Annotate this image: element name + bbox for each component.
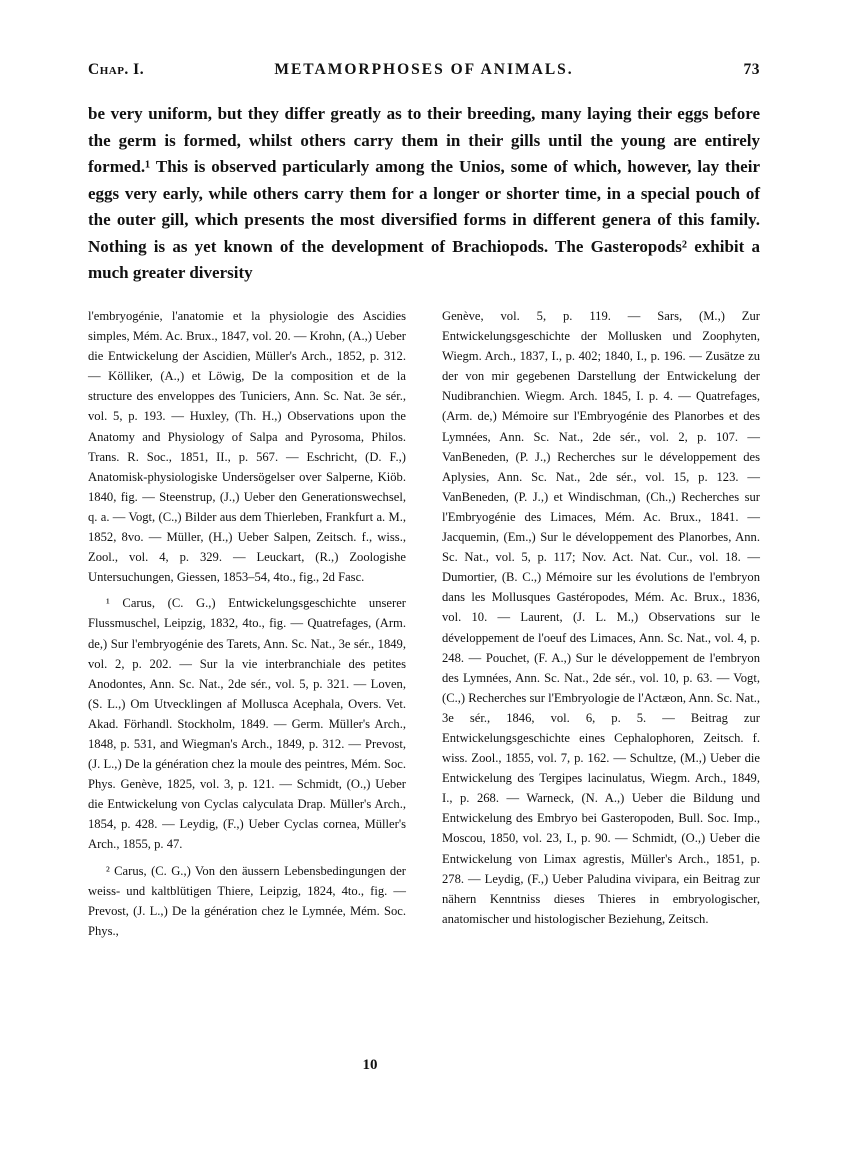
footnote-1: ¹ Carus, (C. G.,) Entwickelungsgeschichte unserer Flussmuschel, Leipzig, 1832, 4to., fig. — Quatrefages, (Arm. de,) Sur l'embryogénie des Tarets, Ann. Sc. Nat., 3e sér., 1849, vol. 2, p. 202. — Sur la vie interbranchiale des petites Anodontes, Ann. Sc. Nat., 2de sér., vol. 5, p. 321. — Loven, (S. L.,) Om Utvecklingen af Mollusca Acephala, Overs. Vet. Akad. Förhandl. Stockholm, 1849. — Germ. Müller's Arch., 1848, p. 531, and Wiegman's Arch., 1849, p. 312. — Prevost, (J. L.,) De la génération chez la moule des peintres, Mém. Soc. Phys. Genève, 1825, vol. 3, p. 121. — Schmidt, (O.,) Ueber die Entwickelung von Cyclas calyculata Drap. Müller's Arch., 1854, p. 428. — Leydig, (F.,) Ueber Cyclas cornea, Müller's Arch., 1855, p. 47. <box>88 596 406 852</box>
footnotes-left-column <box>88 306 406 941</box>
running-title: METAMORPHOSES OF ANIMALS. <box>274 61 574 78</box>
body-text <box>88 101 760 287</box>
signature-mark: 10 <box>362 1057 378 1073</box>
footnote-continuation: l'embryogénie, l'anatomie et la physiologie des Ascidies simples, Mém. Ac. Brux., 1847, vol. 20. — Krohn, (A.,) Ueber die Entwickelung der Ascidien, Müller's Arch., 1852, p. 312. — Kölliker, (A.,) et Löwig, De la composition et de la structure des enveloppes des Tuniciers, Ann. Sc. Nat. 3e sér., vol. 5, p. 193. — Huxley, (Th. H.,) Observations upon the Anatomy and Physiology of Salpa and Pyrosoma, Philos. Trans. R. Soc., 1851, II., p. 567. — Eschricht, (D. F.,) Anatomisk-physiologiske Undersögelser over Salperne, Kiöb. 1840, fig. — Steenstrup, (J.,) Ueber den Generationswechsel, q. a. — Vogt, (C.,) Bilder aus dem Thierleben, Frankfurt a. M., 1852, 8vo. — Müller, (H.,) Ueber Salpen, Zeitsch. f., wiss., Zool., vol. 4, p. 329. — Leuckart, (R.,) Zoologishe Untersuchungen, Giessen, 1853–54, 4to., fig., 2d Fasc. <box>88 309 406 585</box>
body-paragraph: be very uniform, but they differ greatly as to their breeding, many laying their eggs before the germ is formed, whilst others carry them in their gills until the young are entirely formed.¹ This is observed particularly among the Unios, some of which, however, lay their eggs very early, while others carry them for a longer or shorter time, in a special pouch of the outer gill, which presents the most diversified forms in different genera of this family. Nothing is as yet known of the development of Brachiopods. The Gasteropods² exhibit a much greater diversity <box>88 104 760 282</box>
chapter-label: Chap. I. <box>88 61 145 78</box>
running-header <box>88 61 760 83</box>
page-number: 73 <box>743 61 760 78</box>
footnote-2: ² Carus, (C. G.,) Von den äussern Lebensbedingungen der weiss- und kaltblütigen Thiere, Leipzig, 1824, 4to., fig. — Prevost, (J. L.,) De la génération chez le Lymnée, Mém. Soc. Phys., <box>88 863 406 938</box>
footnotes-right-column <box>442 306 760 929</box>
footnote-2-continuation: Genève, vol. 5, p. 119. — Sars, (M.,) Zur Entwickelungsgeschichte der Mollusken und Zoophyten, Wiegm. Arch., 1837, I., p. 402; 1840, I., p. 196. — Zusätze zu der von mir gegebenen Darstellung der Entwickelung der Nudibranchien. Wiegm. Arch. 1845, I. p. 4. — Quatrefages, (Arm. de,) Mémoire sur l'Embryogénie des Planorbes et des Lymnées, Ann. Sc. Nat., 2de sér., vol. 2, p. 107. — VanBeneden, (P. J.,) Recherches sur le développement des Aplysies, Ann. Sc. Nat., 2de sér., vol. 15, p. 123. — VanBeneden, (P. J.,) et Windischman, (Ch.,) Recherches sur l'Embryogénie des Limaces, Mém. Ac. Brux., 1841. — Jacquemin, (Em.,) Sur le développement des Planorbes, Ann. Sc. Nat., vol. 5, p. 117; Nov. Act. Nat. Cur., vol. 18. — Dumortier, (B. C.,) Mémoire sur les évolutions de l'embryon dans les Mollusques Gastéropodes, Mém. Ac. Brux., 1836, vol. 10. — Laurent, (J. L. M.,) Observations sur le développement de l'oeuf des Limaces, Ann. Sc. Nat., vol. 4, p. 248. — Pouchet, (F. A.,) Sur le développement de l'embryon des Lymnées, Ann. Sc. Nat., 2de sér., vol. 10, p. 63. — Vogt, (C.,) Recherches sur l'Embryologie de l'Actæon, Ann. Sc. Nat., 3e sér., 1846, vol. 6, p. 5. — Beitrag zur Entwickelungsgeschichte eines Cephalophoren, Zeitsch. f. wiss. Zool., 1855, vol. 7, p. 162. — Schultze, (M.,) Ueber die Entwickelung des Tergipes lacinulatus, Wiegm. Arch., 1849, I., p. 268. — Warneck, (N. A.,) Ueber die Bildung und Entwickelung des Embryo bei Gasteropoden, Bull. Soc. Imp., Moscou, 1850, vol. 23, I., p. 90. — Schmidt, (O.,) Ueber die Entwickelung von Limax agrestis, Müller's Arch., 1851, p. 278. — Leydig, (F.,) Ueber Paludina vivipara, ein Beitrag zur nähern Kenntniss dieses Thieres in embryologischer, anatomischer und histologischer Beziehung, Zeitsch. <box>442 309 760 926</box>
